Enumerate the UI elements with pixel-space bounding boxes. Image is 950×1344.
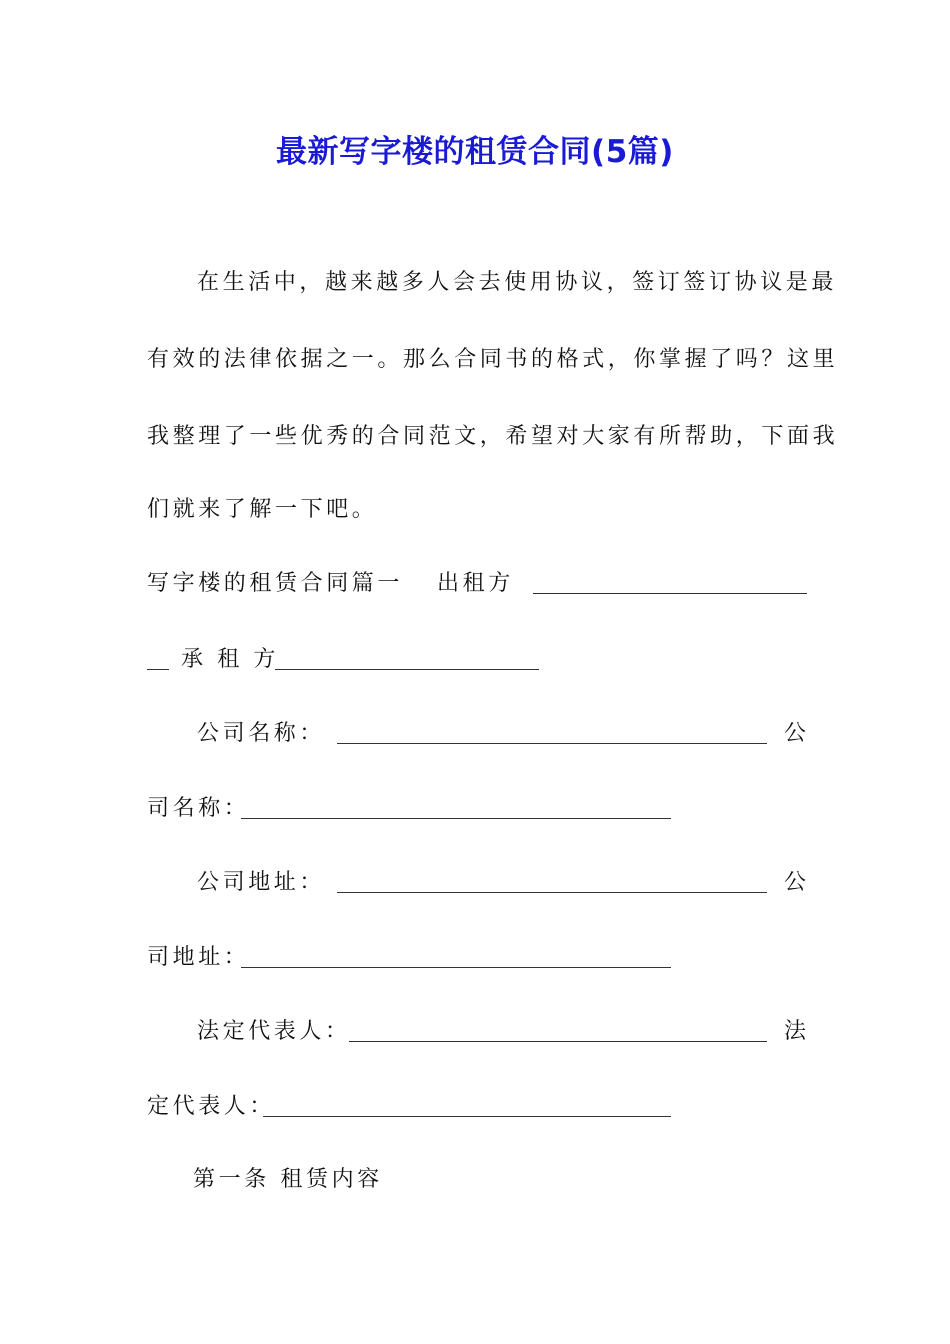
- company-name-label: 公司名称：: [197, 721, 326, 746]
- company-name-row: [147, 717, 810, 751]
- lessee-row: [147, 643, 807, 677]
- lessor-label: 出租方: [437, 571, 514, 596]
- company-name-row-2: [147, 792, 807, 826]
- section-heading-row: [147, 567, 807, 601]
- intro-line-2: 有效的法律依据之一。那么合同书的格式，你掌握了吗？这里: [147, 347, 839, 372]
- intro-line-3: 我整理了一些优秀的合同范文，希望对大家有所帮助，下面我: [147, 424, 839, 449]
- legal-rep-label: 法定代表人：: [197, 1019, 351, 1044]
- company-name-cont-b: 司名称：: [147, 796, 250, 821]
- company-name-cont-a: 公: [784, 721, 810, 746]
- legal-rep-cont-a: 法: [784, 1019, 810, 1044]
- legal-rep-row: [147, 1015, 810, 1049]
- company-addr-label: 公司地址：: [197, 870, 326, 895]
- article-1-heading: 第一条 租赁内容: [193, 1167, 383, 1192]
- legal-rep-row-2: [147, 1090, 807, 1124]
- lessor-blank-continued: [147, 669, 169, 670]
- section-heading: 写字楼的租赁合同篇一: [147, 571, 404, 596]
- company-addr-row-2: [147, 941, 807, 975]
- company-addr-blank: [337, 892, 767, 893]
- document-title: 最新写字楼的租赁合同(5篇): [276, 134, 674, 170]
- lessee-label: 承 租 方: [181, 647, 279, 672]
- company-addr-row: [147, 866, 810, 900]
- company-name-blank-2: [241, 818, 671, 819]
- legal-rep-blank: [349, 1041, 767, 1042]
- legal-rep-blank-2: [263, 1116, 671, 1117]
- company-addr-cont-a: 公: [784, 870, 810, 895]
- intro-line-4: 们就来了解一下吧。: [147, 497, 378, 522]
- company-addr-cont-b: 司地址：: [147, 945, 250, 970]
- lessee-blank: [275, 669, 539, 670]
- intro-line-1: 在生活中，越来越多人会去使用协议，签订签订协议是最: [197, 270, 838, 295]
- company-name-blank: [337, 743, 767, 744]
- legal-rep-cont-b: 定代表人：: [147, 1094, 276, 1119]
- company-addr-blank-2: [241, 967, 671, 968]
- lessor-blank: [533, 593, 807, 594]
